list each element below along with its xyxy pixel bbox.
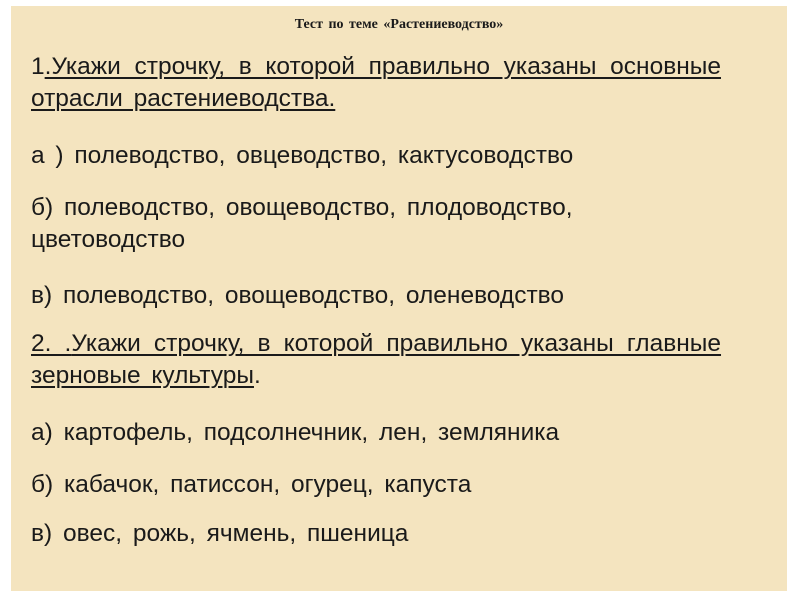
question-1-text: .Укажи строчку, в которой правильно указаны основные отрасли растениеводства. [31, 53, 721, 112]
question-1-option-a: а ) полеводство, овцеводство, кактусоводство [31, 142, 574, 169]
question-2 [31, 328, 721, 392]
question-1-option-c: в) полеводство, овощеводство, оленеводство [31, 282, 565, 309]
question-2-text: Укажи строчку, в которой правильно указаны главные зерновые культуры [31, 330, 722, 389]
test-title: Тест по теме «Растениеводство» [294, 17, 504, 32]
question-1 [31, 51, 721, 115]
question-2-suffix: . [253, 362, 261, 389]
question-1-option-b: б) полеводство, овощеводство, плодоводство, цветоводство [31, 194, 573, 253]
question-2-option-c: в) овес, рожь, ячмень, пшеница [31, 520, 409, 547]
slide-background [11, 6, 787, 591]
question-2-option-a: а) картофель, подсолнечник, лен, земляника [31, 419, 560, 446]
question-2-option-b: б) кабачок, патиссон, огурец, капуста [31, 471, 472, 498]
question-2-number: 2. . [31, 330, 72, 357]
question-1-number: 1 [31, 53, 45, 80]
